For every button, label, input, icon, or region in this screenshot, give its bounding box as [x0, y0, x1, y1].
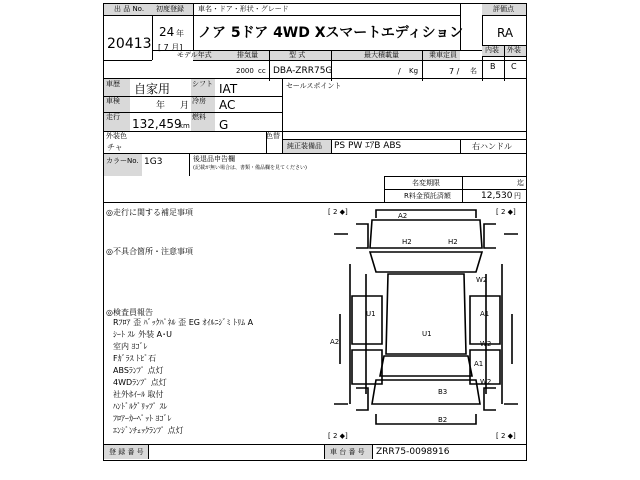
first-reg-label: 初度登録	[156, 5, 184, 13]
inspection-label: 車検	[106, 97, 120, 105]
rear-seat-note: (記載が無い場合は、書類・備品欄を見てください)	[193, 165, 307, 171]
corner-label-br: [ 2 ◆]	[496, 432, 516, 440]
recycle-fee-label: R料金預託済額	[404, 192, 451, 200]
mark-headlight-left: H2	[402, 238, 412, 246]
defect-notes-label: ◎不具合箇所・注意事項	[106, 247, 193, 256]
mark-right-rear: W2	[480, 378, 492, 386]
inspector-line-6: 4WDﾗﾝﾌﾟ 点灯	[113, 378, 167, 387]
color-label: 外装色	[106, 132, 127, 140]
recycle-label: 名変期限	[412, 179, 440, 187]
recycle-fee-value: 12,530	[481, 191, 513, 201]
recycle-unit: 迄	[517, 179, 524, 187]
equipment-label: 純正装備品	[287, 142, 322, 150]
model-year-label: モデル年式	[177, 51, 212, 59]
capacity-value: 7 /	[449, 67, 460, 76]
mark-trunk: B3	[438, 388, 448, 396]
inspection-month: 月	[180, 101, 190, 111]
model-label: 型 式	[289, 51, 306, 59]
inspector-line-9: ﾌﾛｱｰｶｰﾍﾟｯﾄ ﾖｺﾞﾚ	[113, 414, 172, 423]
interior-score: B	[490, 62, 496, 71]
use-value: 自家用	[134, 82, 171, 96]
max-load-label: 最大積載量	[364, 51, 399, 59]
mark-roof: U1	[422, 330, 432, 338]
mileage-value: 132,459	[132, 117, 182, 131]
reg-no-label: 登 録 番 号	[109, 448, 144, 456]
driving-notes-label: ◎走行に関する補足事項	[106, 208, 193, 217]
exterior-score: C	[511, 62, 517, 71]
exterior-label: 外装	[507, 46, 521, 54]
corner-label-tl: [ 2 ◆]	[328, 208, 348, 216]
lot-no: 20413	[107, 36, 152, 52]
selling-points-label: セールスポイント	[286, 82, 342, 90]
mark-right-front-door: A1	[480, 310, 490, 318]
shift-value: IAT	[219, 82, 238, 96]
max-load-value: /	[398, 67, 401, 76]
inspector-line-7: 社外ﾎｲｰﾙ 取付	[113, 390, 164, 399]
corner-label-tr: [ 2 ◆]	[496, 208, 516, 216]
rear-seat-label: 後退品申告欄	[193, 155, 235, 163]
mark-right-quarter: A1	[474, 360, 484, 368]
mark-left-side: A2	[330, 338, 340, 346]
color-no-value: 1G3	[144, 157, 163, 167]
model-value: DBA-ZRR75G	[273, 66, 333, 76]
fuel-value: G	[219, 118, 229, 132]
inspector-line-1: Rﾌﾛｱ 歪 ﾊﾞｯｸﾊﾟﾈﾙ 歪 EG ｵｲﾙﾆｼﾞﾐ ﾄﾘﾑ A	[113, 318, 254, 327]
mileage-unit: km	[179, 122, 190, 130]
displacement-unit: cc	[258, 67, 266, 75]
first-reg-year-unit: 年	[176, 29, 184, 38]
chassis-label: 車 台 番 号	[330, 448, 365, 456]
score-value: RA	[497, 26, 514, 40]
inspector-line-5: ABSﾗﾝﾌﾟ 点灯	[113, 366, 164, 375]
capacity-unit: 名	[470, 67, 477, 75]
ac-label: 冷房	[192, 97, 206, 105]
car-name: ノア 5ドア 4WD Xスマートエディション	[198, 25, 464, 41]
first-reg-year: 24	[159, 25, 175, 39]
displacement-label: 排気量	[237, 51, 258, 59]
inspector-line-10: ｴﾝｼﾞﾝﾁｪｯｸﾗﾝﾌﾟ 点灯	[113, 426, 184, 435]
inspector-line-8: ﾊﾝﾄﾞﾙｸﾞﾘｯﾌﾟ ｽﾚ	[113, 402, 168, 411]
mark-headlight-right: H2	[448, 238, 458, 246]
mark-right-fender: W2	[476, 276, 488, 284]
lot-no-label: 出 品 No.	[114, 5, 145, 13]
equipment-value: PS PW ｴｱB ABS	[334, 141, 402, 151]
car-name-label: 車名・ドア・形状・グレード	[198, 5, 289, 13]
inspector-line-2: ｼｰﾄ ｽﾚ 外装 A･U	[113, 330, 172, 339]
mark-left-front-door: U1	[366, 310, 376, 318]
mark-rear-bumper: B2	[438, 416, 448, 424]
corner-label-bl: [ 2 ◆]	[328, 432, 348, 440]
color-change-label: 色替	[266, 132, 280, 140]
fuel-label: 燃料	[192, 113, 206, 121]
inspector-line-4: Fｶﾞﾗｽ ﾄﾋﾞ石	[113, 354, 157, 363]
steering-value: 右ハンドル	[472, 142, 512, 151]
chassis-value: ZRR75-0098916	[376, 447, 450, 457]
first-reg-month: [ 7 月]	[158, 43, 183, 52]
color-value: チャ	[107, 143, 123, 152]
car-damage-diagram	[326, 204, 526, 442]
use-label: 車歴	[106, 80, 120, 88]
ac-value: AC	[219, 98, 236, 112]
score-label: 評価点	[493, 5, 514, 13]
auction-sheet	[103, 3, 527, 461]
inspector-report-label: ◎検査員報告	[106, 308, 153, 317]
capacity-label: 乗車定員	[429, 51, 457, 59]
displacement-value: 2000	[236, 67, 254, 75]
mark-right-rear-door: W2	[480, 340, 492, 348]
mark-front-bumper: A2	[398, 212, 408, 220]
interior-label: 内装	[485, 46, 499, 54]
inspector-line-3: 室内 ﾖｺﾞﾚ	[113, 342, 148, 351]
inspection-year: 年	[156, 101, 166, 111]
max-load-unit: Kg	[409, 67, 419, 75]
mileage-label: 走行	[106, 113, 120, 121]
color-no-label: カラーNo.	[106, 157, 139, 165]
recycle-fee-unit: 円	[514, 192, 521, 200]
shift-label: シフト	[192, 80, 213, 88]
